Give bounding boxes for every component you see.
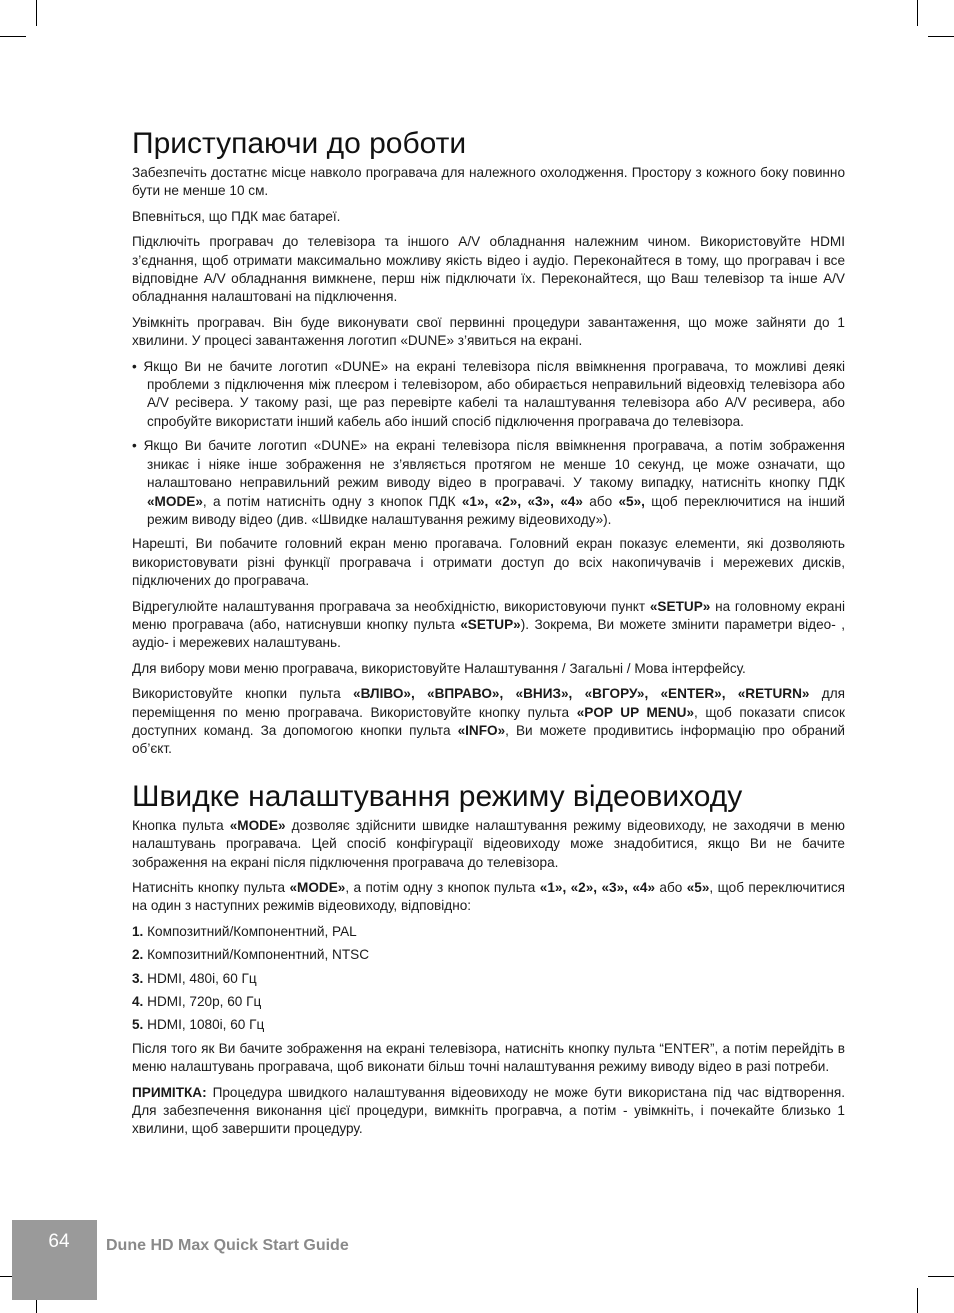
- text-run: , Ви можете продивитись інформацію про обраний об’єкт.: [132, 722, 845, 757]
- page-number: 64: [48, 1231, 70, 1252]
- key-label: «5»: [686, 880, 710, 895]
- text-run: • Якщо Ви бачите логотип «DUNE» на екрані телевізора після ввімкнення програвача, а потім зображення зникає і ніяке інше зображення не з’являється протягом не менше 10 секунд, це може означати, що налаштовано неправильний режим виводу відео в програвачі. У такому випадку, натисніть кнопку ПДК: [132, 438, 845, 491]
- text-run: або: [655, 880, 687, 895]
- list-item: [132, 970, 845, 988]
- key-label: «MODE»: [229, 817, 286, 833]
- note-label: ПРИМІТКА:: [132, 1084, 207, 1100]
- text-run: , а потім одну з кнопок пульта: [345, 880, 540, 895]
- text-run: ). Зокрема, Ви можете змінити параметри відео- , аудіо- і мережевих налаштувань.: [132, 616, 845, 651]
- list-text: HDMI, 720p, 60 Гц: [143, 994, 262, 1010]
- list-text: Композитний/Компонентний, PAL: [143, 923, 357, 939]
- bullet-item: • Якщо Ви не бачите логотип «DUNE» на екрані телевізора після ввімкнення програвача, то можливі деякі проблеми з підключення між плеєром і телевізором, або обирається неправильний відеовхід телевізора або A/V ресівера. У такому разі, ще раз перевірте кабелі та налаштування телевізора або A/V ресивера, або спробуйте використати інший кабель або інший спосіб підключення програвача до телевізора.: [132, 358, 845, 429]
- list-text: Композитний/Компонентний, NTSC: [143, 947, 370, 963]
- text-run: на головному екрані меню програвача (або, натиснувши кнопку пульта: [132, 598, 846, 632]
- text-run: щоб переключитися на інший режим виводу відео (див. «Швидке налаштування режиму відеовиходу»).: [147, 493, 845, 527]
- paragraph: Увімкніть програвач. Він буде виконувати свої первинні процедури завантаження, що може зайняти до 1 хвилини. У процесі завантаження логотип «DUNE» з’явиться на екрані.: [132, 314, 845, 349]
- list-item: [132, 946, 845, 964]
- paragraph: Забезпечіть достатнє місце навколо програвача для належного охолодження. Простору з кожного боку повинно бути не менше 10 см.: [132, 165, 845, 199]
- text-run: Натисніть кнопку пульта: [132, 880, 290, 895]
- list-item: [132, 1016, 845, 1034]
- key-label: «INFO»: [457, 722, 506, 738]
- list-number: 5.: [132, 1017, 144, 1033]
- guide-title: Dune HD Max Quick Start Guide: [106, 1237, 349, 1254]
- list-number: 2.: [132, 947, 144, 963]
- paragraph: Після того як Ви бачите зображення на екрані телевізора, натисніть кнопку пульта “ENTER”, а потім перейдіть в меню налаштувань програвача, щоб виконати більш точні налаштування режиму виводу відео в разі потреби.: [132, 1040, 845, 1075]
- paragraph: [132, 685, 845, 759]
- list-item: [132, 923, 845, 941]
- crop-mark: [36, 0, 37, 26]
- list-number: 4.: [132, 994, 144, 1010]
- list-number: 1.: [132, 923, 144, 939]
- key-label: «1», «2», «3», «4»: [539, 880, 656, 895]
- section-title-video-mode: Швидке налаштування режиму відеовиходу: [132, 779, 743, 813]
- page-content: [132, 126, 845, 1146]
- text-run: для переміщення по меню програвача. Використовуйте кнопку пульта: [132, 686, 845, 720]
- paragraph: Нарешті, Ви побачите головний екран меню прогавача. Головний екран показує елементи, які дозволяють використовувати різні функції програвача і отримати доступ до всіх накопичувачів і мережевих дисків, підключених до програвача.: [132, 536, 845, 589]
- key-label: «SETUP»: [649, 598, 711, 614]
- text-run: , а потім натисніть одну з кнопок ПДК: [202, 493, 462, 509]
- list-number: 3.: [132, 970, 144, 986]
- key-label: «MODE»: [147, 493, 203, 509]
- text-run: , щоб показати список доступних команд. За допомогою кнопки пульта: [132, 704, 845, 738]
- bullet-item: [132, 437, 845, 529]
- key-label: «POP UP MENU»: [576, 704, 695, 720]
- crop-mark: [917, 1288, 918, 1313]
- note: [132, 1084, 845, 1139]
- section-title-getting-started: Приступаючи до роботи: [132, 127, 467, 160]
- note-text: Процедура швидкого налаштування відеовиходу не може бути використана під час відтворення. Для забезпечення виконання цієї процедури, вимкніть програвча, а потім - увімкніть, і почекайте близько 1 хвилини, щоб завершити процедуру.: [132, 1084, 845, 1137]
- key-label: «MODE»: [289, 880, 346, 895]
- key-label: «1», «2», «3», «4»: [461, 493, 583, 509]
- text-run: Відрегулюйте налаштування програвача за необхідністю, використовуючи пункт: [132, 598, 650, 614]
- crop-mark: [917, 0, 918, 26]
- crop-mark: [0, 36, 26, 37]
- paragraph: Впевніться, що ПДК має батареї.: [132, 208, 341, 224]
- paragraph: Підключіть програвач до телевізора та іншого A/V обладнання належним чином. Використовуйте HDMI з’єднання, щоб отримати максимально можливу якість відео і аудіо. Переконайтеся в тому, що програвач і все відповідне A/V обладнання вимкнене, перш ніж підключати їх. Переконайтеся, що Ваш телевізор та інше A/V обладнання налаштовані на підключення.: [132, 234, 845, 305]
- text-run: , щоб переключитися на один з наступних режимів відеовиходу, відповідно:: [132, 880, 845, 914]
- crop-mark: [928, 1276, 954, 1277]
- text-run: Кнопка пульта: [132, 817, 230, 833]
- paragraph: [132, 879, 845, 916]
- list-text: HDMI, 480i, 60 Гц: [143, 970, 257, 986]
- text-run: або: [582, 493, 619, 509]
- paragraph: Для вибору мови меню програвача, використовуйте Налаштування / Загальні / Мова інтерфейсу.: [132, 660, 746, 676]
- crop-mark: [928, 36, 954, 37]
- key-label: «5»,: [618, 493, 645, 509]
- paragraph: [132, 598, 845, 653]
- key-label: «SETUP»: [460, 616, 521, 632]
- paragraph: [132, 817, 845, 872]
- list-text: HDMI, 1080i, 60 Гц: [143, 1017, 265, 1033]
- text-run: дозволяє здійснити швидке налаштування режиму відеовиходу, не заходячи в меню налаштувань програвача. Цей спосіб конфігурації відеовиходу може знадобитися, якщо Ви не бачите зображення на екрані після підключення програвача до телевізора.: [132, 817, 845, 870]
- list-item: [132, 993, 845, 1011]
- key-label: «ВЛІВО», «ВПРАВО», «ВНИЗ», «ВГОРУ», «ENTER», «RETURN»: [353, 686, 810, 702]
- text-run: Використовуйте кнопки пульта: [132, 686, 354, 702]
